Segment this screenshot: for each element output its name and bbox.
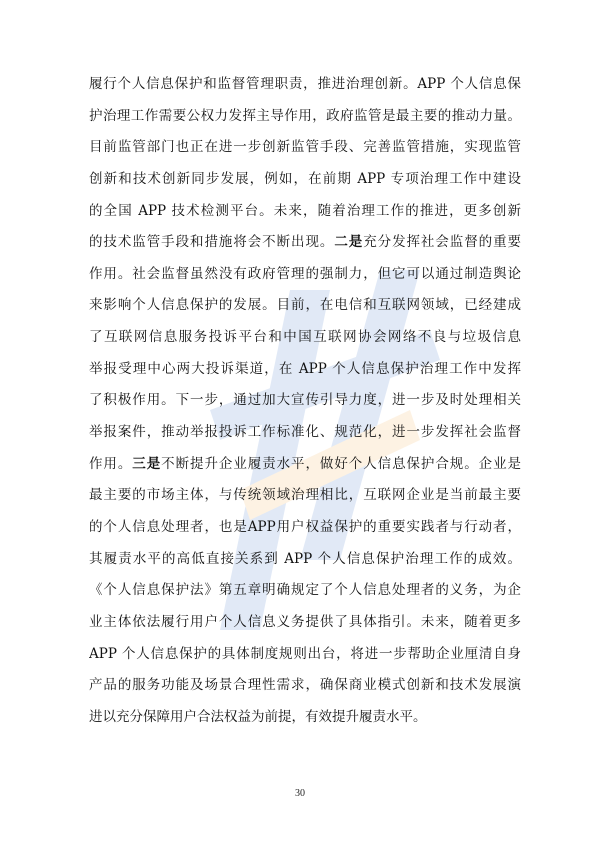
text-line: APP 个人信息保护的具体制度规则出台，将进一步帮助企业厘清自身 [89, 645, 521, 662]
text-line: 履行个人信息保护和监督管理职责，推进治理创新。APP 个人信息保 [89, 76, 521, 92]
text-line: 进以充分保障用户合法权益为前提，有效提升履责水平。 [89, 708, 427, 725]
bold-marker: 二是 [334, 234, 364, 251]
page-number: 30 [295, 788, 305, 799]
text-line: 创新和技术创新同步发展，例如，在前期 APP 专项治理工作中建设 [89, 170, 521, 187]
text-line: 业主体依法履行用户个人信息义务提供了具体指引。未来，随着更多 [89, 613, 521, 630]
text-line: 护治理工作需要公权力发挥主导作用，政府监管是最主要的推动力量。 [89, 107, 521, 124]
text-line: 举报案件，推动举报投诉工作标准化、规范化，进一步发挥社会监督 [89, 424, 521, 441]
text-line: 最主要的市场主体，与传统领域治理相比，互联网企业是当前最主要 [89, 487, 521, 504]
text-line: 《个人信息保护法》第五章明确规定了个人信息处理者的义务，为企 [89, 582, 521, 599]
body-text [89, 69, 521, 733]
text-line: 其履责水平的高低直接关系到 APP 个人信息保护治理工作的成效。 [89, 550, 521, 567]
text-line: 来影响个人信息保护的发展。目前，在电信和互联网领域，已经建成 [89, 297, 521, 314]
text-line: 了互联网信息服务投诉平台和中国互联网协会网络不良与垃圾信息 [89, 329, 521, 346]
text-line: 的个人信息处理者，也是APP用户权益保护的重要实践者与行动者， [89, 518, 521, 535]
text-line: 作用。三是不断提升企业履责水平，做好个人信息保护合规。企业是 [89, 455, 521, 472]
bold-marker: 三是 [132, 455, 162, 472]
text-line: 举报受理中心两大投诉渠道，在 APP 个人信息保护治理工作中发挥 [89, 360, 521, 377]
text-line: 作用。社会监督虽然没有政府管理的强制力，但它可以通过制造舆论 [89, 265, 521, 282]
text-line: 的技术监管手段和措施将会不断出现。二是充分发挥社会监督的重要 [89, 234, 521, 251]
text-line: 目前监管部门也正在进一步创新监管手段、完善监管措施，实现监管 [89, 139, 521, 156]
text-line: 的全国 APP 技术检测平台。未来，随着治理工作的推进，更多创新 [89, 202, 521, 219]
text-line: 了积极作用。下一步，通过加大宣传引导力度，进一步及时处理相关 [89, 392, 521, 409]
text-line: 产品的服务功能及场景合理性需求，确保商业模式创新和技术发展演 [89, 677, 521, 694]
